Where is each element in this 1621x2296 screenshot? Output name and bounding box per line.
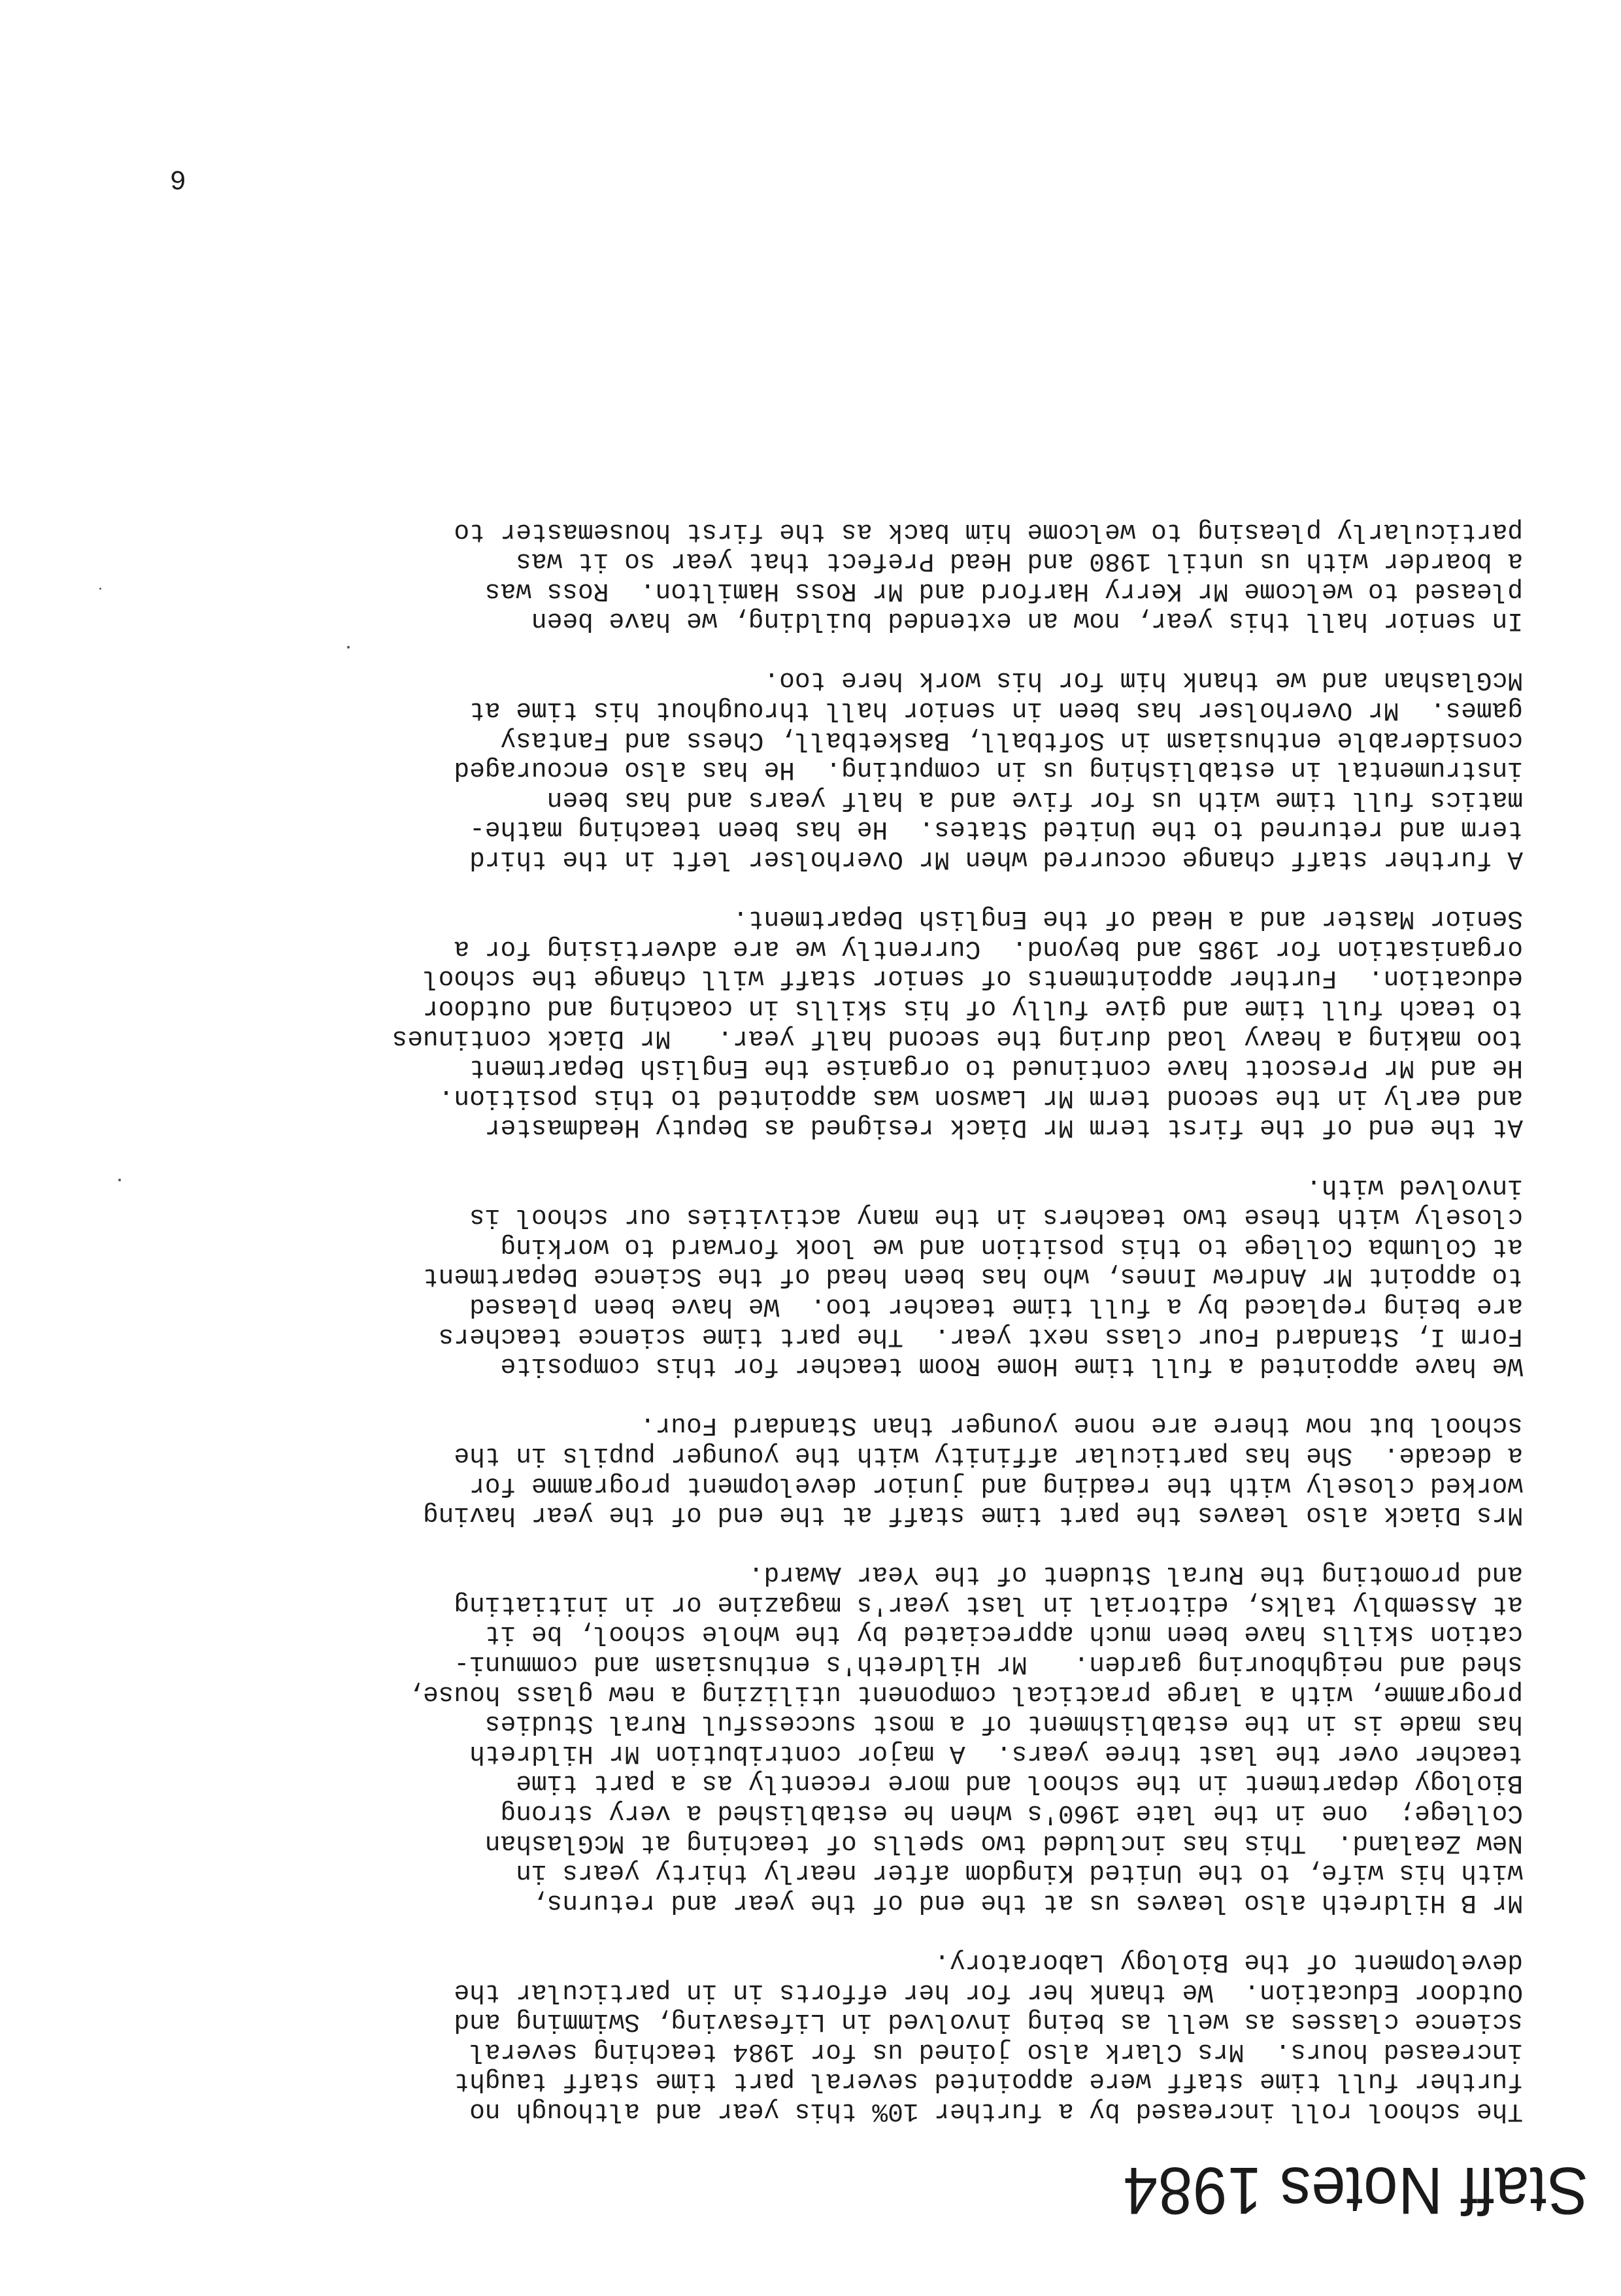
text-line: Senior Master and a Head of the English Department. — [733, 904, 1523, 934]
text-line: In senior hall this year, now an extended building, we have been — [531, 606, 1523, 636]
paragraph — [118, 516, 1523, 635]
text-line: science classes as well as being involved in Lifesaving, Swimming and — [454, 2007, 1523, 2037]
text-line: and promoting the Rural Student of the Year Award. — [748, 1560, 1523, 1590]
text-line: closely with these two teachers in the many activities our school is — [469, 1202, 1523, 1232]
paragraph — [118, 666, 1523, 874]
text-line: worked closely with the reading and junior development programme for — [469, 1470, 1523, 1500]
scan-speck — [347, 646, 350, 649]
paragraph — [118, 1947, 1523, 2126]
text-line: education. Further appointments of senior staff will change the school — [423, 964, 1523, 994]
page-number: 6 — [169, 163, 186, 194]
text-line: A further staff change occurred when Mr Overholser left in the third — [469, 845, 1523, 875]
text-line: considerable enthusiasm in Softball, Basketball, Chess and Fantasy — [500, 725, 1523, 755]
page-title: Staff Notes 1984 — [1122, 2153, 1588, 2228]
text-line: term and returned to the United States. He has been teaching mathe- — [469, 815, 1523, 845]
text-line: Biology department in the school and more recently as a part time — [516, 1768, 1523, 1798]
body-text — [118, 486, 1523, 2126]
text-line: and early in the second term Mr Lawson was appointed to this position. — [438, 1083, 1523, 1113]
text-line: has made is in the establishment of a most successful Rural Studies — [484, 1709, 1523, 1739]
text-line: Outdoor Education. We thank her for her efforts in in particular the — [454, 1977, 1523, 2007]
text-line: instrumental in establishing us in computing. He has also encouraged — [454, 755, 1523, 785]
text-line: Form I, Standard Four class next year. The part time science teachers — [438, 1321, 1523, 1351]
text-line: shed and neighbouring garden. Mr Hildreth's enthusiasm and communi- — [454, 1649, 1523, 1680]
scan-speck — [118, 1179, 121, 1181]
paragraph — [118, 1172, 1523, 1381]
text-line: development of the Biology Laboratory. — [934, 1948, 1523, 1978]
text-line: increased hours. Mrs Clark also joined us for 1984 teaching several — [469, 2036, 1523, 2067]
text-line: a decade. She has particular affinity with the younger pupils in the — [454, 1440, 1523, 1470]
text-line: games. Mr Overholser has been in senior hall throughout his time at — [469, 696, 1523, 726]
text-line: McGlashan and we thank him for his work here too. — [763, 666, 1523, 696]
text-line: to appoint Mr Andrew Innes, who has been head of the Science Department — [423, 1262, 1523, 1292]
text-line: pleased to welcome Mr Kerry Harford and Mr Ross Hamilton. Ross was — [484, 576, 1523, 606]
text-line: a boarder with us until 1980 and Head Prefect that year so it was — [516, 547, 1523, 577]
text-line: teacher over the last three years. A major contribution Mr Hildreth — [469, 1738, 1523, 1768]
paragraph — [118, 1411, 1523, 1530]
text-line: school but now there are none younger than Standard Four. — [639, 1411, 1523, 1441]
text-line: with his wife, to the United Kingdom after nearly thirty years in — [516, 1858, 1523, 1888]
text-line: at Columba College to this position and we look forward to working — [500, 1232, 1523, 1262]
text-line: Mr B Hildreth also leaves us at the end of the year and returns, — [531, 1887, 1523, 1917]
text-line: We have appointed a full time Home Room teacher for this composite — [500, 1351, 1523, 1381]
text-line: particularly pleasing to welcome him back as the first housemaster to — [454, 516, 1523, 547]
text-line: College; one in the late 1960's when he established a very strong — [500, 1798, 1523, 1829]
text-line: too making a heavy load during the second half year. Mr Diack continues — [392, 1023, 1523, 1053]
text-line: At the end of the first term Mr Diack resigned as Deputy Headmaster — [484, 1113, 1523, 1143]
text-line: at Assembly talks, editorial in last year's magazine or in initiating — [454, 1589, 1523, 1619]
paragraph — [118, 1560, 1523, 1917]
text-line: further full time staff were appointed several part time staff taught — [454, 2067, 1523, 2097]
text-line: cation skills have been much appreciated by the whole school, be it — [484, 1619, 1523, 1649]
text-line: organisation for 1985 and beyond. Currently we are advertising for a — [454, 934, 1523, 964]
paragraph — [118, 904, 1523, 1143]
text-line: matics full time with us for five and a half years and has been — [546, 785, 1523, 815]
text-line: involved with. — [1306, 1172, 1523, 1202]
scan-speck — [99, 588, 101, 590]
text-line: New Zealand. This has included two spells of teaching at McGlashan — [484, 1828, 1523, 1858]
text-line: He and Mr Prescott have continued to organise the English Department — [469, 1053, 1523, 1083]
text-line: Mrs Diack also leaves the part time staff at the end of the year having — [423, 1500, 1523, 1530]
text-line: to teach full time and give fully of his skills in coaching and outdoor — [423, 994, 1523, 1024]
text-line: The school roll increased by a further 10% this year and although no — [469, 2097, 1523, 2126]
text-line: are being replaced by a full time teacher too. We have been pleased — [469, 1291, 1523, 1321]
text-line: programme, with a large practical component utilizing a new glass house, — [407, 1679, 1523, 1709]
